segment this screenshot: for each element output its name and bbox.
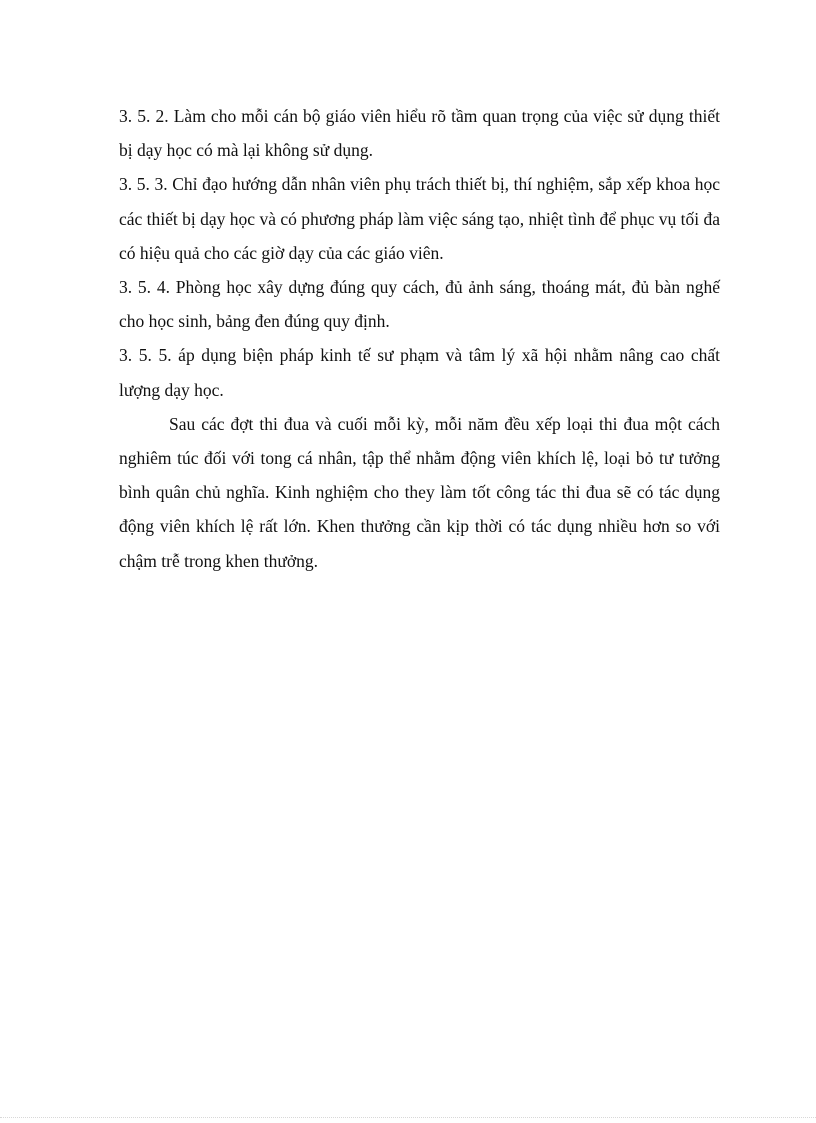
paragraph-3-5-5: 3. 5. 5. áp dụng biện pháp kinh tế sư phạm và tâm lý xã hội nhằm nâng cao chất lượng dạy học. — [119, 345, 720, 400]
paragraph-conclusion: Sau các đợt thi đua và cuối mỗi kỳ, mỗi năm đều xếp loại thi đua một cách nghiêm túc đối với tong cá nhân, tập thể nhằm động viên khích lệ, loại bỏ tư tưởng bình quân chủ nghĩa. Kinh nghiệm cho they làm tốt công tác thi đua sẽ có tác dụng động viên khích lệ rất lớn. Khen thưởng cần kịp thời có tác dụng nhiều hơn so với chậm trễ trong khen thưởng. — [119, 413, 720, 571]
document-body — [119, 99, 720, 578]
paragraph-3-5-3: 3. 5. 3. Chỉ đạo hướng dẫn nhân viên phụ trách thiết bị, thí nghiệm, sắp xếp khoa học các thiết bị dạy học và có phương pháp làm việc sáng tạo, nhiệt tình để phục vụ tối đa có hiệu quả cho các giờ dạy của các giáo viên. — [119, 174, 720, 263]
paragraph-3-5-4: 3. 5. 4. Phòng học xây dựng đúng quy cách, đủ ảnh sáng, thoáng mát, đủ bàn nghế cho học sinh, bảng đen đúng quy định. — [119, 277, 720, 332]
paragraph-3-5-2: 3. 5. 2. Làm cho mỗi cán bộ giáo viên hiểu rõ tầm quan trọng của việc sử dụng thiết bị dạy học có mà lại không sử dụng. — [119, 106, 720, 161]
page-bottom-border — [0, 1117, 816, 1118]
